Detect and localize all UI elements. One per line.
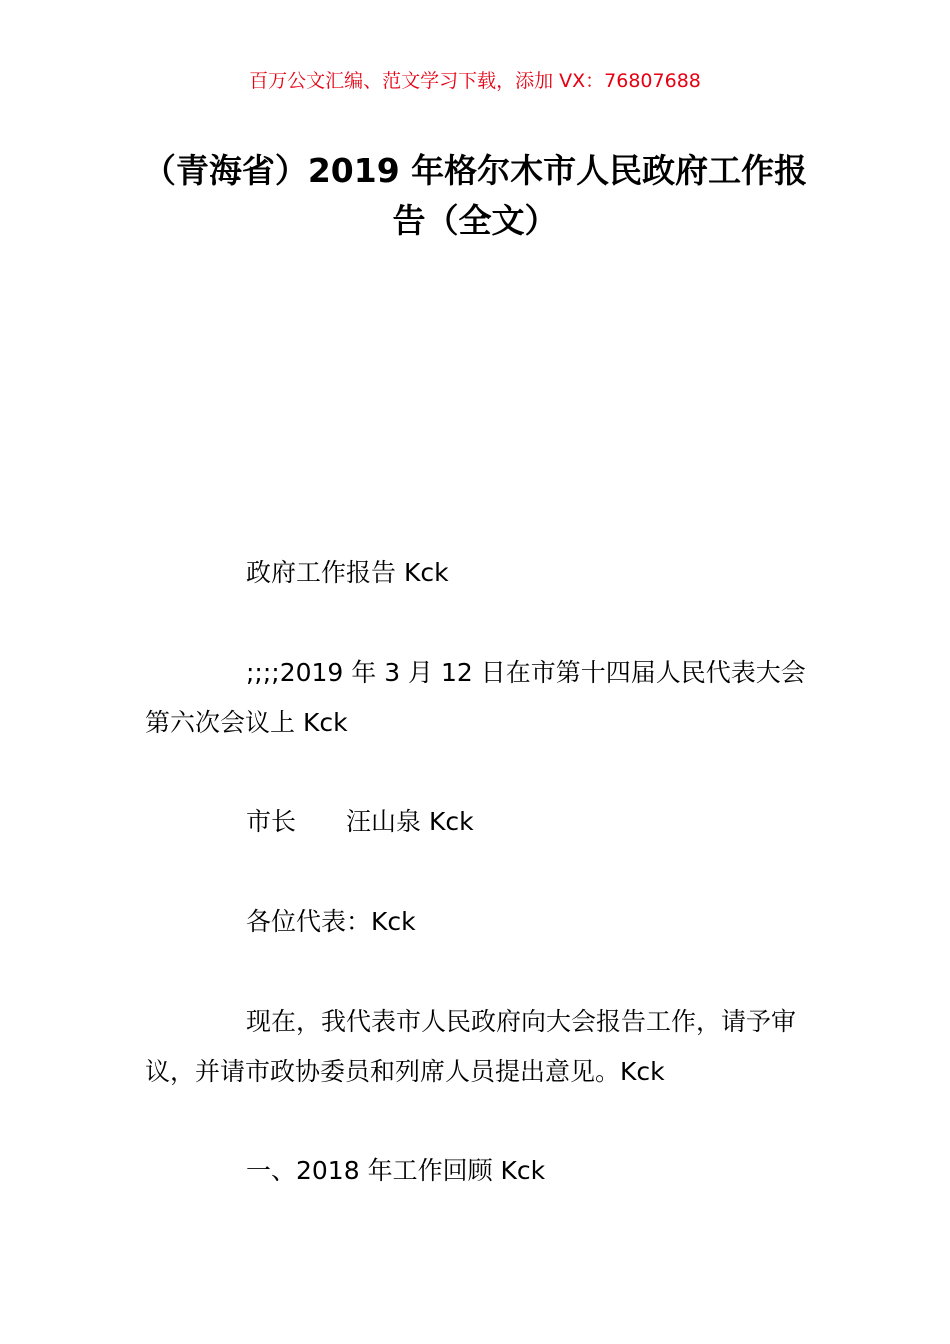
mayor-title: 市长 [246,807,297,836]
paragraph-report-label: 政府工作报告 Kck [246,558,449,587]
paragraph-salutation: 各位代表：Kck [246,907,416,936]
document-title: （青海省）2019 年格尔木市人民政府工作报告（全文） [142,151,808,240]
paragraph-meeting-info: ;;;;2019 年 3 月 12 日在市第十四届人民代表大会第六次会议上 Kck [145,658,806,737]
mayor-name: 汪山泉 Kck [346,807,474,836]
paragraph-intro: 现在，我代表市人民政府向大会报告工作，请予审议，并请市政协委员和列席人员提出意见。Kck [145,1007,797,1086]
paragraph-section-one: 一、2018 年工作回顾 Kck [246,1156,546,1185]
header-note: 百万公文汇编、范文学习下载，添加 VX：76807688 [249,70,701,92]
paragraph-mayor [145,797,810,847]
